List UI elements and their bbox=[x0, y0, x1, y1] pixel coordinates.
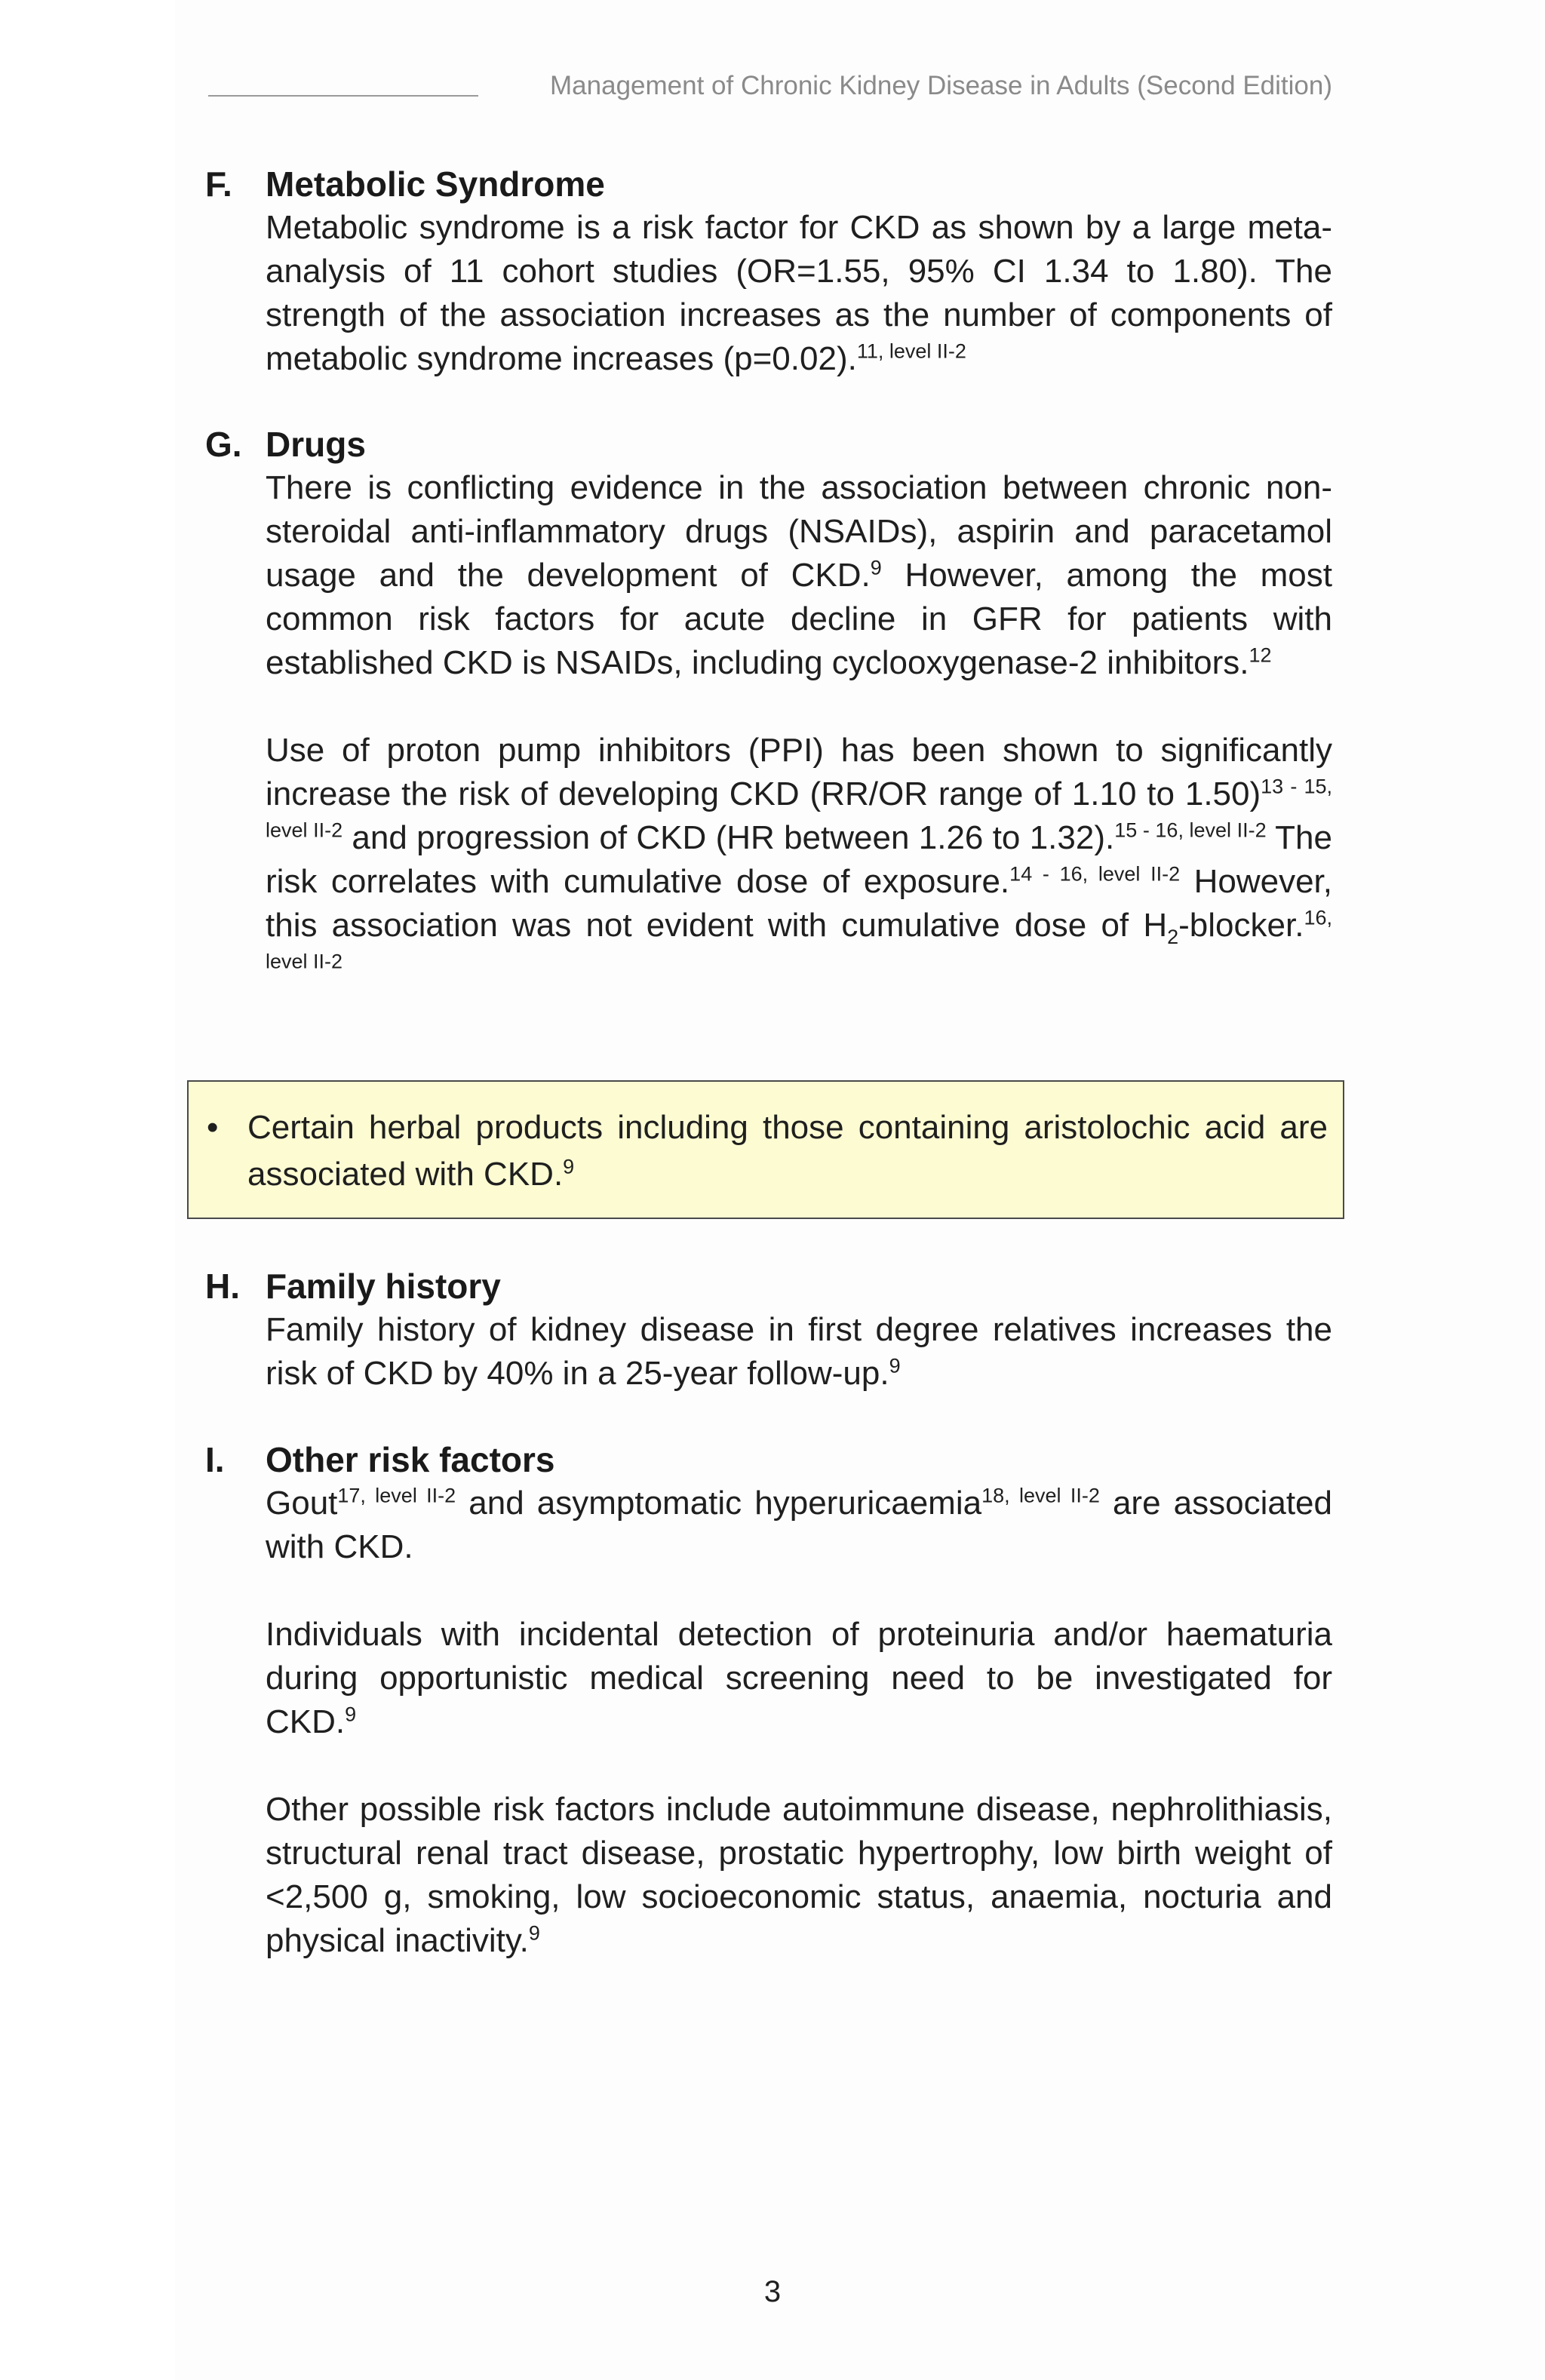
paragraph-text: -blocker. bbox=[1178, 907, 1304, 944]
reference-superscript: 15 - 16, level II-2 bbox=[1114, 818, 1267, 842]
section-metabolic-syndrome bbox=[205, 162, 1332, 381]
section-title: Other risk factors bbox=[266, 1440, 555, 1479]
paragraph-text: The risk correlates with cumulative dose of exposure. bbox=[266, 819, 1332, 900]
paragraph-text: Metabolic syndrome is a risk factor for CKD as shown by a large meta-analysis of 11 cohort studies (OR=1.55, 95% CI 1.34 to 1.80). The strength of the association increases as the number of components of metabolic syndrome increases (p=0.02). bbox=[266, 209, 1332, 377]
header-title: Management of Chronic Kidney Disease in Adults (Second Edition) bbox=[550, 71, 1332, 100]
reference-superscript: 9 bbox=[528, 1921, 540, 1945]
paragraph bbox=[266, 1308, 1332, 1396]
reference-superscript: 13 - 15, level II-2 bbox=[266, 775, 1333, 842]
section-other-risk-factors bbox=[205, 1438, 1332, 1963]
key-message-text bbox=[247, 1104, 1328, 1198]
paragraph-text: Other possible risk factors include autoimmune disease, nephrolithiasis, structural renal tract disease, prostatic hypertrophy, low birth weight of <2,500 g, smoking, low socioeconomic status, anaemia, nocturia and physical inactivity. bbox=[266, 1791, 1332, 1959]
bullet-marker: • bbox=[207, 1109, 219, 1146]
section-title: Drugs bbox=[266, 425, 366, 464]
reference-superscript: 17, level II-2 bbox=[337, 1484, 456, 1507]
paragraph-text: Gout bbox=[266, 1485, 338, 1522]
paragraph bbox=[266, 729, 1332, 991]
reference-superscript: 9 bbox=[563, 1155, 575, 1178]
section-title: Family history bbox=[266, 1267, 501, 1306]
running-header bbox=[208, 71, 1332, 107]
reference-superscript: 16, level II-2 bbox=[266, 906, 1332, 973]
paragraph-gap bbox=[205, 1569, 1332, 1613]
section-drugs bbox=[205, 422, 1332, 991]
reference-superscript: 9 bbox=[870, 556, 882, 579]
section-heading bbox=[205, 1438, 1332, 1482]
paragraph-text: Individuals with incidental detection of proteinuria and/or haematuria during opportunistic medical screening need to be investigated for CKD. bbox=[266, 1616, 1332, 1740]
section-letter: F. bbox=[205, 164, 232, 204]
section-letter: G. bbox=[205, 425, 242, 464]
paragraph-gap bbox=[205, 1744, 1332, 1788]
paragraph-text: and asymptomatic hyperuricaemia bbox=[456, 1485, 982, 1522]
reference-superscript: 11, level II-2 bbox=[856, 339, 966, 363]
reference-superscript: 18, level II-2 bbox=[981, 1484, 1100, 1507]
section-letter: I. bbox=[205, 1440, 225, 1479]
paragraph-text: However, this association was not evident with cumulative dose of H bbox=[266, 863, 1333, 944]
subscript: 2 bbox=[1167, 925, 1179, 948]
section-family-history bbox=[205, 1264, 1332, 1396]
reference-superscript: 14 - 16, level II-2 bbox=[1009, 862, 1181, 886]
header-rule bbox=[208, 95, 478, 97]
paragraph bbox=[266, 206, 1332, 381]
paragraph bbox=[266, 1482, 1332, 1569]
key-message-box bbox=[187, 1080, 1344, 1219]
paragraph-text: However, among the most common risk factors for acute decline in GFR for patients with established CKD is NSAIDs, including cyclooxygenase-2 inhibitors. bbox=[266, 557, 1332, 681]
paragraph-text: and progression of CKD (HR between 1.26 to 1.32). bbox=[342, 819, 1115, 856]
paragraph-text: Certain herbal products including those containing aristolochic acid are associated with CKD. bbox=[247, 1109, 1328, 1193]
paragraph-text: are associated with CKD. bbox=[266, 1485, 1332, 1565]
reference-superscript: 12 bbox=[1249, 643, 1272, 667]
paragraph bbox=[266, 466, 1332, 685]
paragraph-gap bbox=[205, 685, 1332, 729]
section-heading bbox=[205, 162, 1332, 206]
reference-superscript: 9 bbox=[889, 1354, 901, 1377]
section-letter: H. bbox=[205, 1267, 240, 1306]
page-number: 3 bbox=[763, 2275, 782, 2308]
paragraph bbox=[266, 1613, 1332, 1744]
section-title: Metabolic Syndrome bbox=[266, 164, 605, 204]
paragraph bbox=[266, 1788, 1332, 1963]
paragraph-text: There is conflicting evidence in the association between chronic non-steroidal anti-inflammatory drugs (NSAIDs), aspirin and paracetamol usage and the development of CKD. bbox=[266, 469, 1332, 594]
section-heading bbox=[205, 1264, 1332, 1308]
reference-superscript: 9 bbox=[345, 1703, 357, 1726]
section-heading bbox=[205, 422, 1332, 466]
paragraph-text: Family history of kidney disease in first degree relatives increases the risk of CKD by 40% in a 25-year follow-up. bbox=[266, 1311, 1332, 1392]
paragraph-text: Use of proton pump inhibitors (PPI) has been shown to significantly increase the risk of developing CKD (RR/OR range of 1.10 to 1.50) bbox=[266, 732, 1332, 812]
